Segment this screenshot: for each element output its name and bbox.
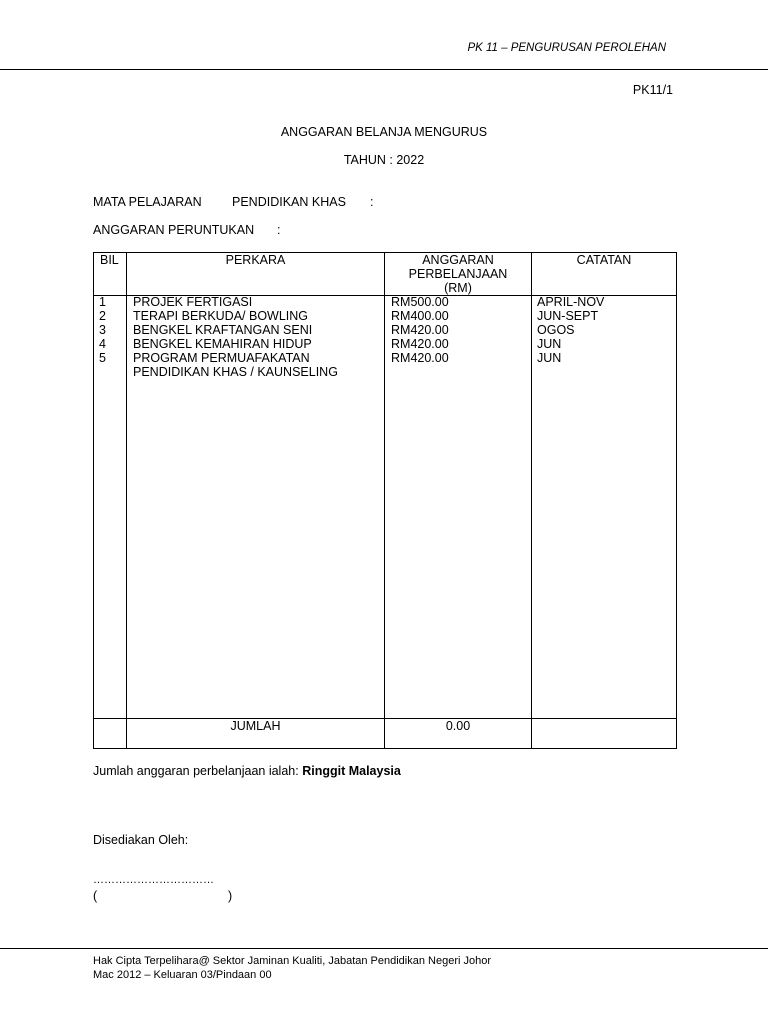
row-perkara: PENDIDIKAN KHAS / KAUNSELING [133,364,338,379]
header-anggaran-line1: ANGGARAN [422,253,494,267]
table-body-row [94,296,677,719]
header-anggaran [385,253,532,296]
subject-label: MATA PELAJARAN [93,195,202,209]
summary-currency: Ringgit Malaysia [302,764,401,778]
row-anggaran: RM420.00 [391,322,449,337]
header-perkara: PERKARA [127,253,385,296]
subject-colon: : [370,195,374,209]
allocation-colon: : [277,223,281,237]
signature-open-paren: ( [93,889,98,903]
header-bil: BIL [94,253,127,296]
row-perkara: PROGRAM PERMUAFAKATAN [133,350,310,365]
summary-line [93,764,401,778]
footer-version: Mac 2012 – Keluaran 03/Pindaan 00 [93,969,272,981]
row-perkara: BENGKEL KRAFTANGAN SENI [133,322,313,337]
row-bil: 3 [99,322,106,337]
form-code: PK11/1 [632,83,673,97]
row-anggaran: RM400.00 [391,308,449,323]
total-label: JUMLAH [127,719,385,749]
row-bil: 5 [99,350,106,365]
total-value: 0.00 [385,719,532,749]
header-title: PK 11 – PENGURUSAN PEROLEHAN [467,42,666,54]
header-catatan: CATATAN [532,253,677,296]
row-anggaran: RM500.00 [391,295,449,309]
table-header-row [94,253,677,296]
row-catatan: OGOS [537,322,575,337]
footer-copyright: Hak Cipta Terpelihara@ Sektor Jaminan Kualiti, Jabatan Pendidikan Negeri Johor [93,955,492,967]
perkara-column [127,296,385,719]
total-bil-cell [94,719,127,749]
row-anggaran: RM420.00 [391,350,449,365]
allocation-label: ANGGARAN PERUNTUKAN [93,223,255,237]
row-anggaran: RM420.00 [391,336,449,351]
row-catatan: JUN [537,350,562,365]
bil-column [94,296,127,719]
header-divider [0,69,768,70]
footer-divider [0,948,768,949]
row-perkara: BENGKEL KEMAHIRAN HIDUP [133,336,312,351]
anggaran-column [385,296,532,719]
year-line: TAHUN : 2022 [343,153,425,167]
budget-table [93,252,677,749]
row-bil: 2 [99,308,106,323]
summary-prefix: Jumlah anggaran perbelanjaan ialah: [93,764,303,778]
row-catatan: JUN-SEPT [537,308,599,323]
row-bil: 1 [99,295,106,309]
catatan-column [532,296,677,719]
row-perkara: TERAPI BERKUDA/ BOWLING [133,308,309,323]
row-bil: 4 [99,336,106,351]
header-anggaran-line2: PERBELANJAAN [408,267,508,281]
document-title: ANGGARAN BELANJA MENGURUS [280,125,488,139]
signature-close-paren: ) [228,889,233,903]
row-catatan: APRIL-NOV [537,295,605,309]
subject-value: PENDIDIKAN KHAS [232,195,346,209]
total-catatan-cell [532,719,677,749]
header-anggaran-line3: (RM) [444,281,472,295]
row-perkara: PROJEK FERTIGASI [133,295,253,309]
signature-dots: …………………………… [93,874,214,886]
prepared-by-label: Disediakan Oleh: [93,833,189,847]
row-catatan: JUN [537,336,562,351]
table-total-row [94,719,677,749]
